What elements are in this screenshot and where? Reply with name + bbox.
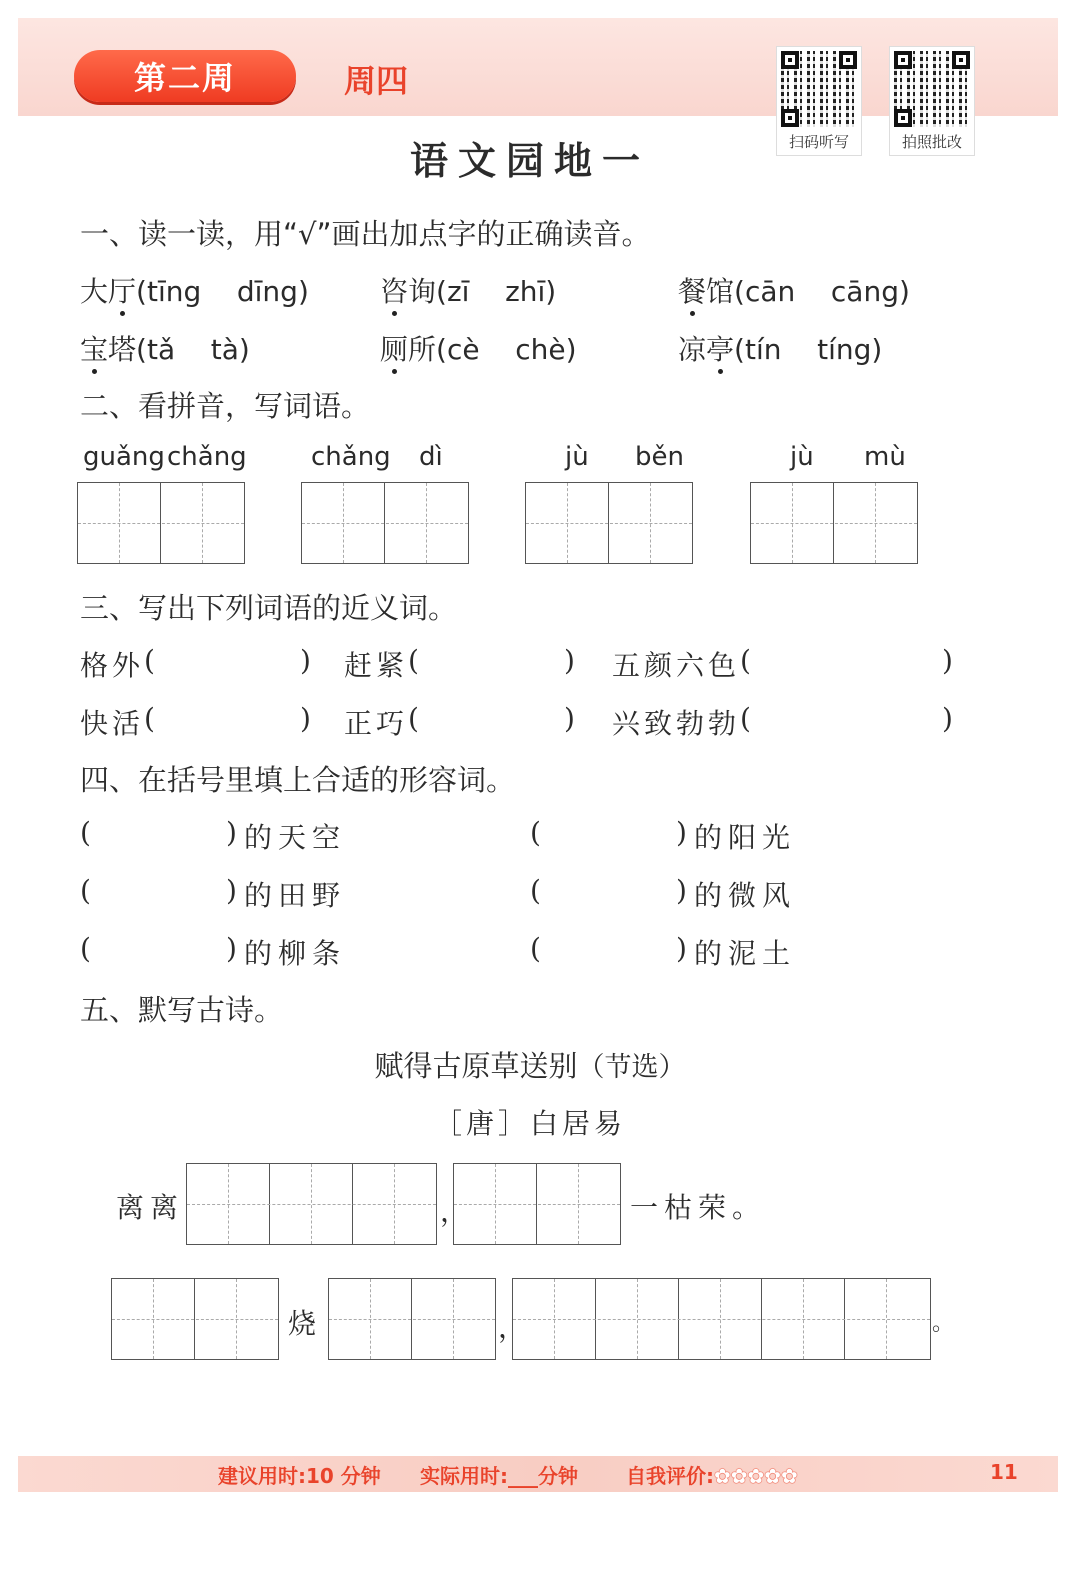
section-2-heading: 二、看拼音，写词语。 [80,389,371,423]
qr-code-icon [894,51,970,127]
word-char: 凉 [678,333,707,366]
qr-code-icon [781,51,857,127]
word-char: 所 [408,333,437,366]
self-evaluation [626,1460,798,1489]
open-paren: ( [144,702,155,735]
self-eval-label: 自我评价: [626,1464,714,1488]
pinyin-text: mù [864,442,906,472]
open-paren: ( [80,874,91,907]
choice-word [380,275,436,308]
answer-grid[interactable] [111,1278,279,1360]
answer-grid[interactable] [186,1163,437,1245]
pinyin-choice-item: 凉亭(tín tíng) [678,333,883,366]
line2-mid: 烧 [288,1307,317,1340]
qr-listen-label: 扫码听写 [788,133,849,151]
section-4-heading: 四、在括号里填上合适的形容词。 [80,763,516,797]
close-paren: ) [226,816,237,849]
answer-blank[interactable] [94,932,224,966]
poem-title-line [0,1044,1060,1085]
pinyin-text: chǎng [311,442,391,472]
answer-grid[interactable] [525,482,693,564]
answer-blank[interactable] [424,644,560,678]
answer-blank[interactable] [94,816,224,850]
open-paren: ( [530,874,541,907]
answer-blank[interactable] [160,702,296,736]
choice-word [80,333,136,366]
open-paren: ( [80,816,91,849]
choice-word [678,275,734,308]
section-1-heading: 一、读一读，用“√”画出加点字的正确读音。 [80,217,651,251]
pinyin-option-a[interactable]: zī [446,275,470,308]
close-paren: ) [226,932,237,965]
synonym-word: 兴致勃勃 [612,707,741,740]
answer-blank[interactable] [160,644,296,678]
pinyin-text: guǎng [83,442,165,472]
word-char: 咨 [380,275,409,308]
pinyin-option-a[interactable]: tín [744,333,782,366]
page-number: 11 [990,1460,1018,1484]
pinyin-option-b[interactable]: dīng [236,275,298,308]
open-paren: ( [80,932,91,965]
page-title: 语文园地一 [409,138,650,183]
pinyin-option-a[interactable]: tīng [146,275,202,308]
open-paren: ( [408,702,419,735]
word-char: 大 [80,275,109,308]
answer-grid[interactable] [77,482,245,564]
open-paren: ( [740,702,751,735]
answer-grid[interactable] [328,1278,496,1360]
answer-grid[interactable] [453,1163,621,1245]
pinyin-option-b[interactable]: zhī [505,275,546,308]
pinyin-option-b[interactable]: cāng [830,275,899,308]
synonym-word: 正巧 [344,707,409,740]
choice-word [80,275,136,308]
close-paren: ) [564,644,575,677]
answer-blank[interactable] [94,874,224,908]
answer-blank[interactable] [544,816,674,850]
pinyin-choice-item: 餐馆(cān cāng) [678,275,910,308]
open-paren: ( [408,644,419,677]
close-paren: ) [676,816,687,849]
pinyin-option-b[interactable]: tíng [817,333,872,366]
open-paren: ( [530,932,541,965]
phrase-noun: 的田野 [244,879,347,912]
open-paren: ( [144,644,155,677]
close-paren: ) [942,702,953,735]
day-label: 周四 [344,62,409,100]
line1-end: 一枯荣。 [630,1191,767,1224]
phrase-noun: 的泥土 [694,937,797,970]
close-paren: ) [226,874,237,907]
answer-grid[interactable] [512,1278,931,1360]
word-char: 塔 [108,333,137,366]
pinyin-option-a[interactable]: cān [744,275,796,308]
answer-blank[interactable] [424,702,560,736]
close-paren: ) [676,932,687,965]
line1-start: 离离 [116,1191,185,1224]
word-char: 厕 [380,333,409,366]
poem-title: 赋得古原草送别 [374,1049,578,1083]
answer-blank[interactable] [756,644,938,678]
pinyin-text: jù [790,442,814,472]
synonym-word: 五颜六色 [612,649,741,682]
word-char: 亭 [706,333,735,366]
word-char: 厅 [108,275,137,308]
section-5-heading: 五、默写古诗。 [80,993,284,1027]
word-char: 询 [408,275,437,308]
phrase-noun: 的微风 [694,879,797,912]
choice-word [678,333,734,366]
week-badge: 第二周 [74,50,296,102]
answer-blank[interactable] [756,702,938,736]
qr-grade-label: 拍照批改 [901,133,962,151]
answer-blank[interactable] [544,932,674,966]
period: 。 [932,1311,955,1336]
open-paren: ( [740,644,751,677]
star-rating-icon[interactable]: ✿✿✿✿✿ [714,1464,798,1488]
pinyin-option-a[interactable]: tǎ [146,333,176,366]
suggested-time: 建议用时:10 分钟 [218,1464,381,1488]
close-paren: ) [300,702,311,735]
poem-author: ［唐］白居易 [433,1107,626,1140]
answer-grid[interactable] [750,482,918,564]
pinyin-text: běn [635,442,684,472]
synonym-word: 格外 [80,649,145,682]
phrase-noun: 的柳条 [244,937,347,970]
comma: ， [440,1195,469,1228]
pinyin-text: chǎng [167,442,247,472]
word-char: 馆 [706,275,735,308]
word-char: 餐 [678,275,707,308]
poem-note: （节选） [577,1052,686,1083]
close-paren: ) [564,702,575,735]
pinyin-option-b[interactable]: chè [515,333,566,366]
synonym-word: 赶紧 [344,649,409,682]
close-paren: ) [300,644,311,677]
close-paren: ) [676,874,687,907]
answer-blank[interactable] [544,874,674,908]
pinyin-choice-item: 咨询(zī zhī) [380,275,557,308]
pinyin-text: dì [419,442,443,472]
phrase-noun: 的天空 [244,821,347,854]
synonym-word: 快活 [80,707,145,740]
pinyin-choice-item: 厕所(cè chè) [380,333,577,366]
answer-grid[interactable] [301,482,469,564]
actual-time: 实际用时:___分钟 [420,1464,578,1488]
word-char: 宝 [80,333,109,366]
comma: ， [498,1311,527,1344]
pinyin-text: jù [565,442,589,472]
pinyin-choice-item: 宝塔(tǎ tà) [80,333,250,366]
close-paren: ) [942,644,953,677]
phrase-noun: 的阳光 [694,821,797,854]
choice-word [380,333,436,366]
open-paren: ( [530,816,541,849]
section-3-heading: 三、写出下列词语的近义词。 [80,591,458,625]
pinyin-option-a[interactable]: cè [446,333,480,366]
pinyin-choice-item: 大厅(tīng dīng) [80,275,309,308]
pinyin-option-b[interactable]: tà [210,333,239,366]
